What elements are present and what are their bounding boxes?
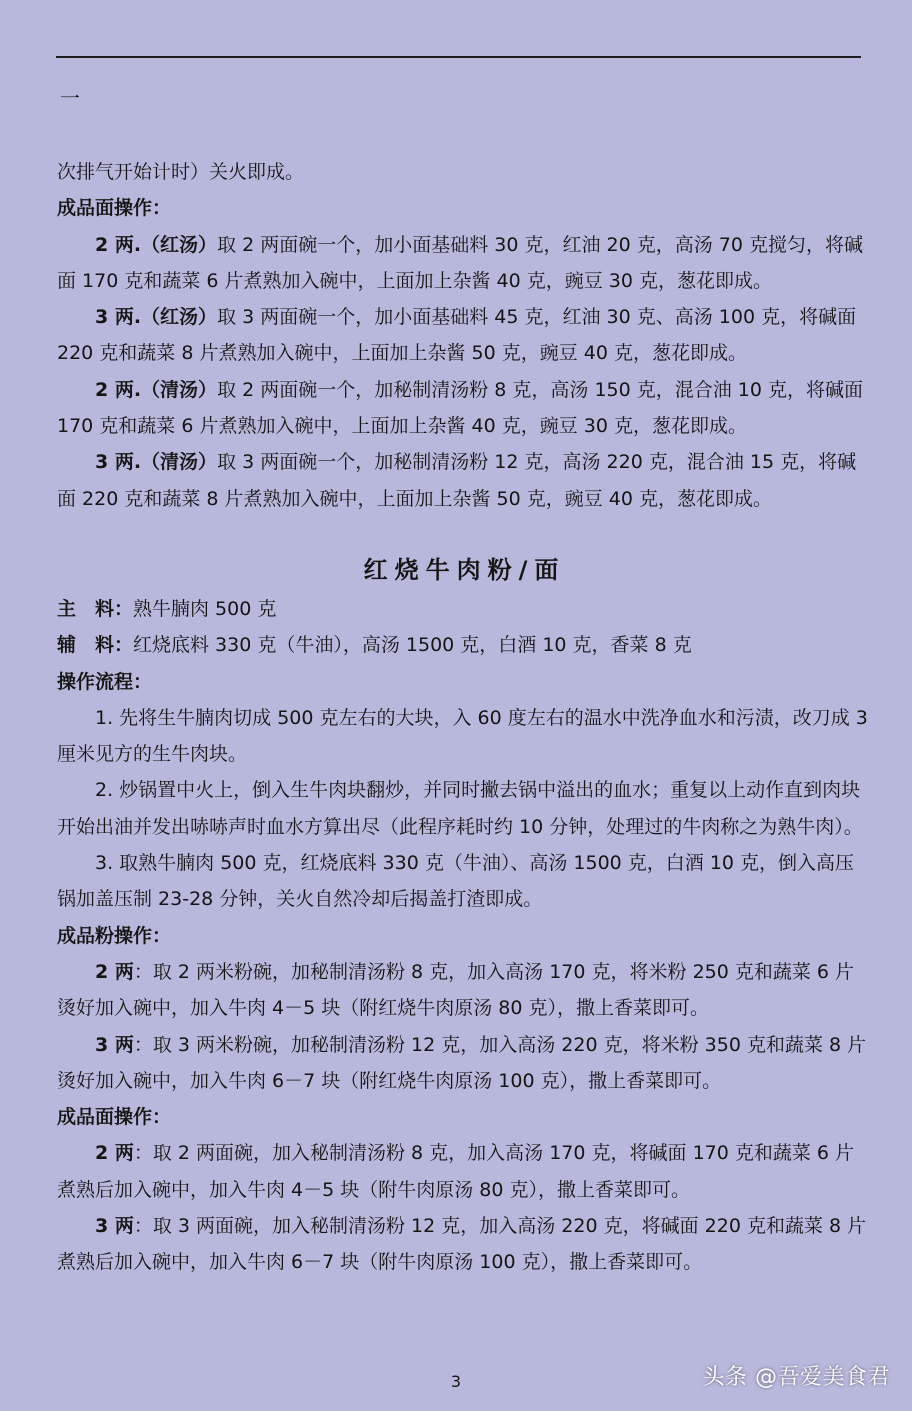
- portion-label: 3 两: [95, 1033, 134, 1056]
- top-rule: [56, 56, 861, 58]
- process-step: 2. 炒锅置中火上，倒入生牛肉块翻炒，并同时撇去锅中溢出的血水；重复以上动作直到肉块开始出油并发出哧哧声时血水方算出尽（此程序耗时约 10 分钟，处理过的牛肉称之为熟牛肉）。: [57, 779, 863, 838]
- paragraph-text: 取 3 两面碗一个，加小面基础料 45 克，红油 30 克、高汤 100 克，将碱面 220 克和蔬菜 8 片煮熟加入碗中，上面加上杂酱 50 克，豌豆 40 克，葱花即成。: [57, 306, 857, 365]
- recipe-title: 红烧牛肉粉/面: [363, 555, 566, 584]
- recipe-paragraph: [57, 227, 872, 300]
- section-label-mian-ops-b: 成品面操作：: [57, 1106, 172, 1129]
- aux-ingredient-line: [57, 627, 872, 663]
- process-step: 3. 取熟牛腩肉 500 克，红烧底料 330 克（牛油）、高汤 1500 克，白酒 10 克，倒入高压锅加盖压制 23-28 分钟，关火自然冷却后揭盖打渣即成。: [57, 852, 855, 911]
- process-step: 1. 先将生牛腩肉切成 500 克左右的大块，入 60 度左右的温水中洗净血水和污渍，改刀成 3 厘米见方的生牛肉块。: [57, 706, 868, 766]
- recipe-title-wrap: [57, 549, 872, 591]
- portion-label: 2 两: [95, 960, 134, 983]
- main-ingredient-line: [57, 591, 872, 627]
- paragraph-text: 取 2 两面碗一个，加小面基础料 30 克，红油 20 克，高汤 70 克搅匀，将碱面 170 克和蔬菜 6 片煮熟加入碗中，上面加上杂酱 40 克，豌豆 30 克，葱花即成。: [57, 233, 863, 292]
- dash-mark: 一: [60, 86, 80, 110]
- recipe-paragraph: [57, 1135, 872, 1208]
- document-body: [57, 154, 872, 1281]
- portion-label: 2 两: [95, 1142, 134, 1165]
- paragraph-text: ：取 3 两面碗，加入秘制清汤粉 12 克，加入高汤 220 克，将碱面 220 克和蔬菜 8 片煮熟后加入碗中，加入牛肉 6－7 块（附牛肉原汤 100 克），撒上香菜即可。: [57, 1215, 867, 1274]
- portion-label: 3 两.（清汤）: [95, 451, 218, 474]
- recipe-paragraph: [57, 444, 872, 517]
- paragraph-text: 取 2 两面碗一个，加秘制清汤粉 8 克，高汤 150 克，混合油 10 克，将碱面 170 克和蔬菜 6 片煮熟加入碗中，上面加上杂酱 40 克，豌豆 30 克，葱花即成。: [57, 378, 863, 438]
- continuation-line: 次排气开始计时）关火即成。: [57, 161, 305, 183]
- portion-label: 2 两.（清汤）: [95, 378, 218, 401]
- recipe-paragraph: [57, 1027, 872, 1100]
- paragraph-text: ：取 2 两面碗，加入秘制清汤粉 8 克，加入高汤 170 克，将碱面 170 克和蔬菜 6 片煮熟后加入碗中，加入牛肉 4－5 块（附牛肉原汤 80 克），撒上香菜即可。: [57, 1142, 855, 1201]
- paragraph-text: ：取 3 两米粉碗，加秘制清汤粉 12 克，加入高汤 220 克，将米粉 350 克和蔬菜 8 片烫好加入碗中，加入牛肉 6－7 块（附红烧牛肉原汤 100 克），撒上香菜即可。: [57, 1033, 867, 1092]
- section-label-mian-ops-a: 成品面操作：: [57, 197, 172, 220]
- recipe-paragraph: [57, 372, 872, 445]
- portion-label: 2 两.（红汤）: [95, 233, 218, 256]
- section-label-fen-ops: 成品粉操作：: [57, 924, 172, 947]
- page-number: 3: [450, 1372, 462, 1391]
- paragraph-text: 取 3 两面碗一个，加秘制清汤粉 12 克，高汤 220 克，混合油 15 克，将碱面 220 克和蔬菜 8 片煮熟加入碗中，上面加上杂酱 50 克，豌豆 40 克，葱花即成。: [57, 451, 857, 510]
- main-ingredient-label: 主 料：: [57, 597, 134, 620]
- main-ingredient-text: 熟牛腩肉 500 克: [133, 597, 277, 620]
- recipe-paragraph: [57, 1208, 872, 1281]
- aux-ingredient-label: 辅 料：: [57, 634, 134, 657]
- paragraph-text: ：取 2 两米粉碗，加秘制清汤粉 8 克，加入高汤 170 克，将米粉 250 克和蔬菜 6 片烫好加入碗中，加入牛肉 4－5 块（附红烧牛肉原汤 80 克），撒上香菜即可。: [57, 960, 855, 1020]
- aux-ingredient-text: 红烧底料 330 克（牛油），高汤 1500 克，白酒 10 克，香菜 8 克: [133, 634, 692, 657]
- recipe-paragraph: [57, 954, 872, 1027]
- process-label: 操作流程：: [57, 670, 153, 693]
- portion-label: 3 两: [95, 1215, 134, 1238]
- watermark: 头条 @吾爱美食君: [702, 1365, 890, 1390]
- recipe-paragraph: [57, 299, 872, 372]
- portion-label: 3 两.（红汤）: [95, 306, 218, 329]
